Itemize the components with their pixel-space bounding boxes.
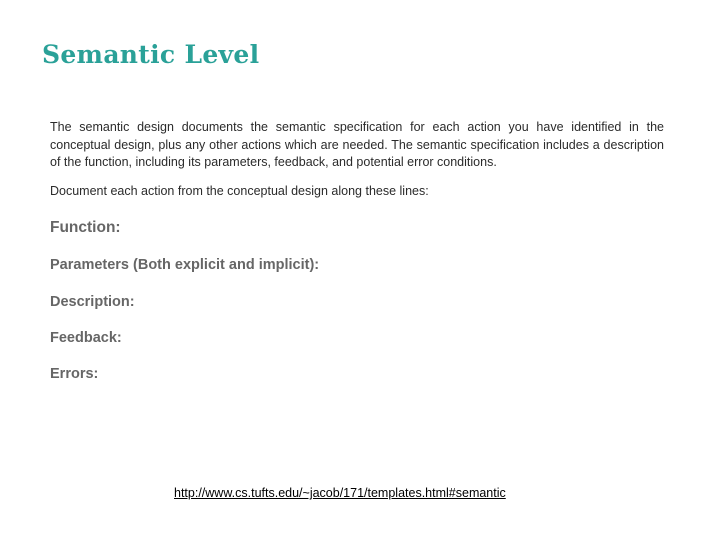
field-parameters: Parameters (Both explicit and implicit): (50, 256, 320, 273)
field-feedback: Feedback: (50, 329, 122, 346)
source-link[interactable]: http://www.cs.tufts.edu/~jacob/171/templates.html#semantic (174, 486, 506, 500)
field-errors: Errors: (50, 365, 99, 382)
instruction-text: Document each action from the conceptual design along these lines: (50, 183, 429, 198)
field-description: Description: (50, 293, 135, 310)
slide-title: Semantic Level (42, 40, 260, 69)
slide-content (50, 119, 664, 383)
intro-paragraph: The semantic design documents the semantic specification for each action you have identified in the conceptual design, plus any other actions which are needed. The semantic specification includes a description of the function, including its parameters, feedback, and potential error conditions. (50, 120, 664, 169)
field-function: Function: (50, 218, 121, 236)
